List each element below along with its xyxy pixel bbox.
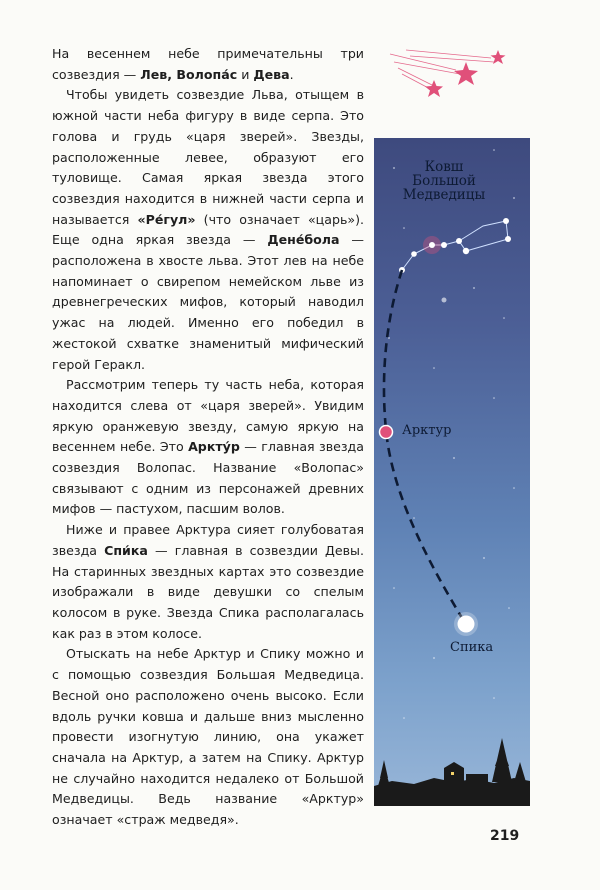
text-run: Отыскать на небе Арктур и Спику можно и с помощью созвездия Большая Медведица. Весной оно расположено очень высоко. Если вдоль ручки ковша и дальше вниз мысленно провести изогнутую линию, она укажет сначала на Арктур, а затем на Спику. Арктур не случайно находится недалеко от Большой Медведицы. Ведь название «Арктур» означает «страж медведя». xyxy=(52,646,364,828)
bold-term: Аркту́р xyxy=(188,439,240,455)
dipper-label-line-3: Медведицы xyxy=(402,187,486,203)
text-run: Ниже и правее Арктура сияет голубоватая звезда xyxy=(52,522,364,558)
arcturus-star xyxy=(380,426,393,439)
text-run: Чтобы увидеть созвездие Льва, отыщем в южной части неба фигуру в виде серпа. Это голова и грудь «царя зверей». Звезды, расположенные левее, образуют его туловище. Самая яркая звезда этого созвездия находится в нижней части серпа и называется xyxy=(52,87,364,227)
star-shape xyxy=(454,62,478,85)
text-run: — главная в созвездии Девы. На старинных звездных картах это созвездие изображали в виде девушки со спелым колосом в руке. Звезда Спика располагалась как раз в этом колосе. xyxy=(52,542,364,641)
bold-term: Лев, Волопа́с xyxy=(140,66,238,82)
bold-term: «Ре́гул» xyxy=(137,211,196,227)
sky-drawing xyxy=(374,138,530,806)
text-run: Рассмотрим теперь ту часть неба, которая находится слева от «царя зверей». Увидим яркую оранжевую звезду, самую яркую на весеннем небе. Это xyxy=(52,377,364,455)
bold-term: Спи́ка xyxy=(104,542,148,558)
big-dipper xyxy=(399,218,511,303)
decorative-stars-icon xyxy=(386,44,526,108)
text-run: и xyxy=(237,66,254,82)
text-run: (что означает «царь»). Еще одна яркая звезда — xyxy=(52,211,364,248)
text-run: — главная звезда созвездия Волопас. Название «Волопас» связывают с одним из персонажей древних мифов — пастухом, пасшим волов. xyxy=(52,439,364,517)
arcturus-label: Арктур xyxy=(402,423,452,438)
page-number: 219 xyxy=(490,828,520,844)
spica-label: Спика xyxy=(450,640,494,655)
dipper-label xyxy=(374,160,514,202)
dipper-label-line-2: Большой xyxy=(412,173,476,189)
paragraph-3 xyxy=(52,375,364,520)
paragraph-4 xyxy=(52,520,364,644)
paragraph-5 xyxy=(52,644,364,830)
text-run: На весеннем небе примечательны три созвездия — xyxy=(52,46,364,82)
paragraph-2 xyxy=(52,85,364,375)
guide-arc xyxy=(384,270,462,618)
text-run: — расположена в хвосте льва. Этот лев на небе напоминает о свирепом немейском льве из древнегреческих мифов, который наводил ужас на людей. Именно его победил в жестокой схватке знаменитый мифический герой Геракл. xyxy=(52,232,364,372)
article-text xyxy=(52,44,364,831)
paragraph-1 xyxy=(52,44,364,85)
bold-term: Дене́бола xyxy=(267,232,340,248)
text-run: . xyxy=(289,66,294,82)
dipper-label-line-1: Ковш xyxy=(424,159,464,175)
sky-illustration xyxy=(374,138,530,806)
bold-term: Дева xyxy=(253,66,290,82)
